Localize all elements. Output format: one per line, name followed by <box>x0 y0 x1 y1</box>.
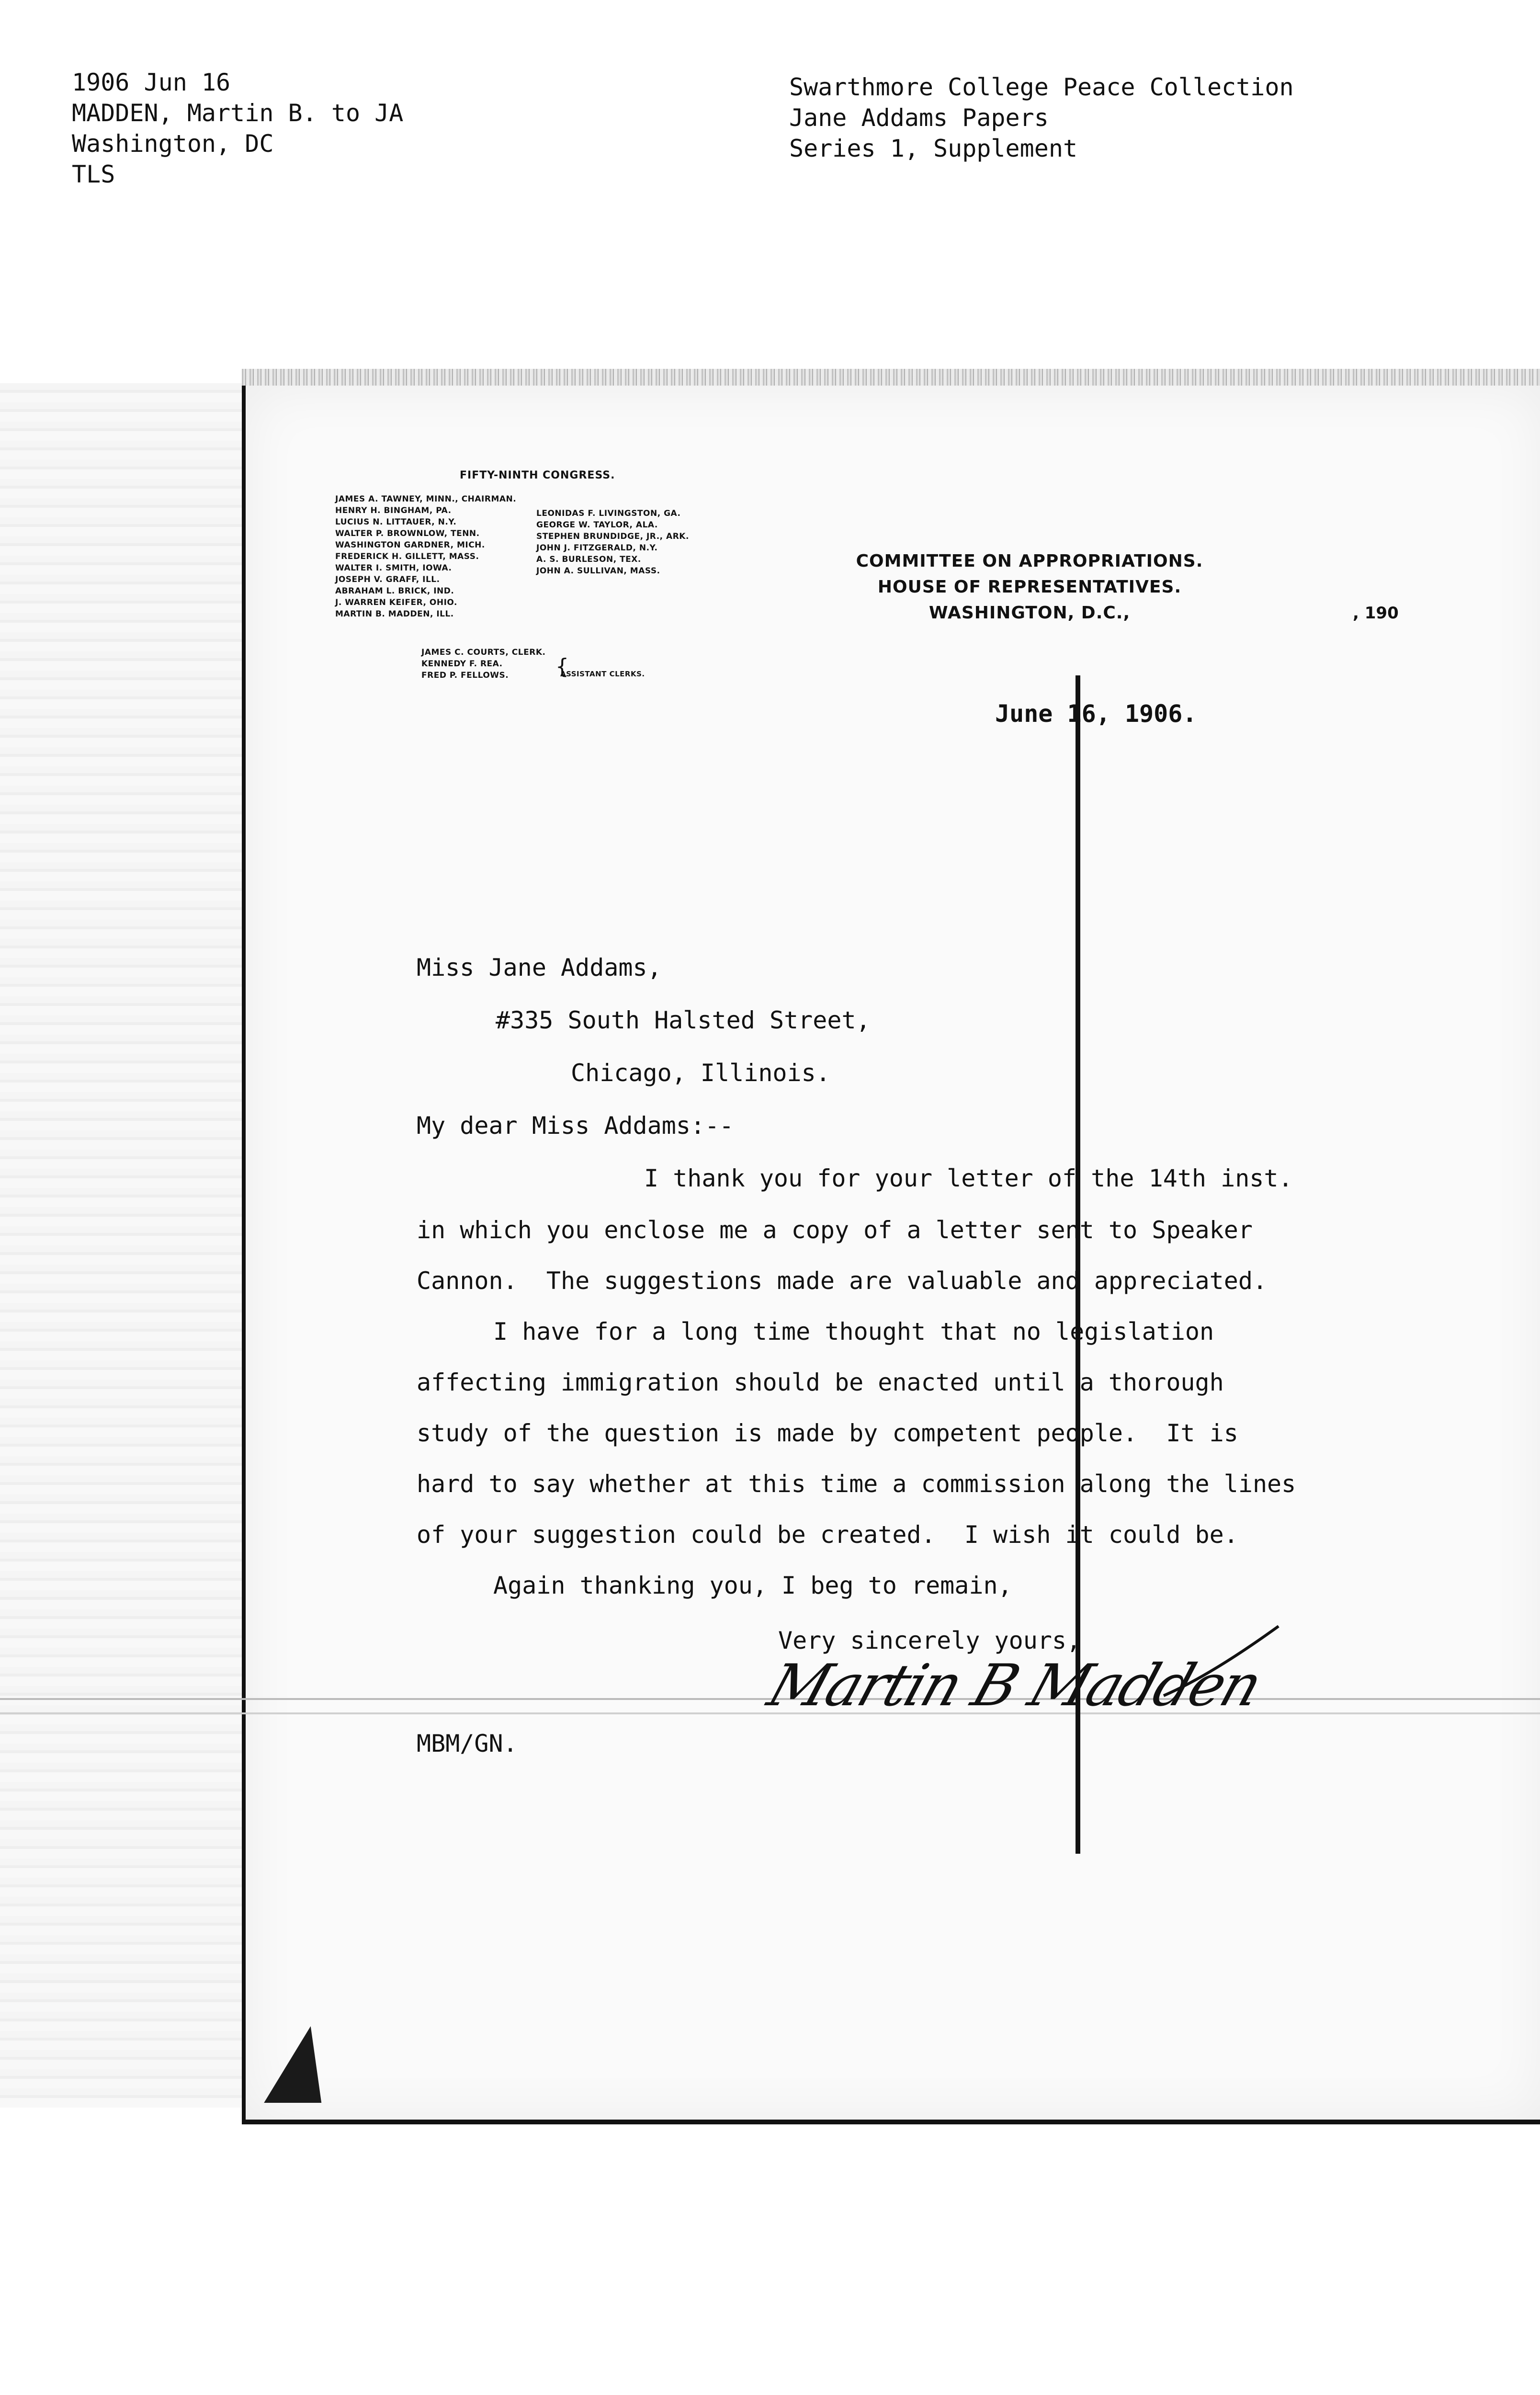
body-line: hard to say whether at this time a commission along the lines <box>417 1470 1296 1498</box>
archive-label-left <box>72 67 403 190</box>
archive-date: 1906 Jun 16 <box>72 68 231 96</box>
recipient-city: Chicago, Illinois. <box>571 1059 830 1087</box>
archive-doc-type: TLS <box>72 160 115 188</box>
member-name: WALTER I. SMITH, IOWA. <box>335 563 452 573</box>
member-name: JOHN J. FITZGERALD, N.Y. <box>536 543 658 553</box>
salutation: My dear Miss Addams:-- <box>417 1112 734 1140</box>
scan-background-left <box>0 383 242 2108</box>
committee-members-right <box>536 508 689 577</box>
scan-edge-top <box>242 369 1540 388</box>
member-name: WALTER P. BROWNLOW, TENN. <box>335 529 480 538</box>
congress-title: FIFTY-NINTH CONGRESS. <box>460 469 615 481</box>
archive-correspondents: MADDEN, Martin B. to JA <box>72 99 404 127</box>
body-line: study of the question is made by competent people. It is <box>417 1419 1238 1447</box>
assistant-clerks-label: ASSISTANT CLERKS. <box>560 670 645 678</box>
member-name: ABRAHAM L. BRICK, IND. <box>335 586 454 596</box>
body-line: affecting immigration should be enacted until a thorough <box>417 1369 1224 1396</box>
clerks-list <box>421 647 545 681</box>
body-line: Again thanking you, I beg to remain, <box>493 1572 1012 1599</box>
member-name: STEPHEN BRUNDIDGE, JR., ARK. <box>536 532 689 541</box>
member-name: HENRY H. BINGHAM, PA. <box>335 506 452 515</box>
member-name: JOSEPH V. GRAFF, ILL. <box>335 575 440 584</box>
member-name: JOHN A. SULLIVAN, MASS. <box>536 566 660 576</box>
closing: Very sincerely yours, <box>778 1627 1081 1654</box>
committee-members-left <box>335 493 516 620</box>
letter-date: June 16, 1906. <box>995 700 1197 728</box>
typist-initials: MBM/GN. <box>417 1730 518 1757</box>
body-line: Cannon. The suggestions made are valuable and appreciated. <box>417 1267 1268 1295</box>
letterhead-city: WASHINGTON, D.C., <box>929 603 1131 623</box>
member-name: JAMES A. TAWNEY, MINN., CHAIRMAN. <box>335 494 517 504</box>
archive-label-right <box>789 72 1294 164</box>
recipient-name: Miss Jane Addams, <box>417 954 662 981</box>
member-name: WASHINGTON GARDNER, MICH. <box>335 540 485 550</box>
clerk-name: JAMES C. COURTS, CLERK. <box>421 648 546 657</box>
body-line: in which you enclose me a copy of a letter sent to Speaker <box>417 1216 1253 1244</box>
folded-corner <box>253 2026 321 2103</box>
body-line: of your suggestion could be created. I wish it could be. <box>417 1521 1238 1549</box>
handwritten-signature: Martin B Madden <box>760 1653 1269 1719</box>
clerk-name: FRED P. FELLOWS. <box>421 671 509 680</box>
house-name: HOUSE OF REPRESENTATIVES. <box>877 577 1182 597</box>
archive-papers: Jane Addams Papers <box>789 104 1049 132</box>
committee-name: COMMITTEE ON APPROPRIATIONS. <box>856 551 1203 571</box>
member-name: GEORGE W. TAYLOR, ALA. <box>536 520 658 530</box>
member-name: LUCIUS N. LITTAUER, N.Y. <box>335 517 457 527</box>
recipient-street: #335 South Halsted Street, <box>496 1006 871 1034</box>
body-line: I have for a long time thought that no legislation <box>493 1318 1214 1346</box>
member-name: LEONIDAS F. LIVINGSTON, GA. <box>536 509 681 518</box>
clerk-brace: { <box>555 654 569 679</box>
year-suffix: , 190 <box>1353 604 1399 623</box>
member-name: A. S. BURLESON, TEX. <box>536 555 641 564</box>
body-line: I thank you for your letter of the 14th inst. <box>644 1164 1293 1192</box>
archive-series: Series 1, Supplement <box>789 135 1078 162</box>
member-name: J. WARREN KEIFER, OHIO. <box>335 598 457 607</box>
archive-place: Washington, DC <box>72 130 274 158</box>
signature-flourish <box>1159 1624 1283 1700</box>
clerk-name: KENNEDY F. REA. <box>421 659 503 669</box>
member-name: MARTIN B. MADDEN, ILL. <box>335 609 454 619</box>
committee-letterhead <box>814 548 1245 626</box>
member-name: FREDERICK H. GILLETT, MASS. <box>335 552 479 561</box>
archive-collection: Swarthmore College Peace Collection <box>789 73 1294 101</box>
